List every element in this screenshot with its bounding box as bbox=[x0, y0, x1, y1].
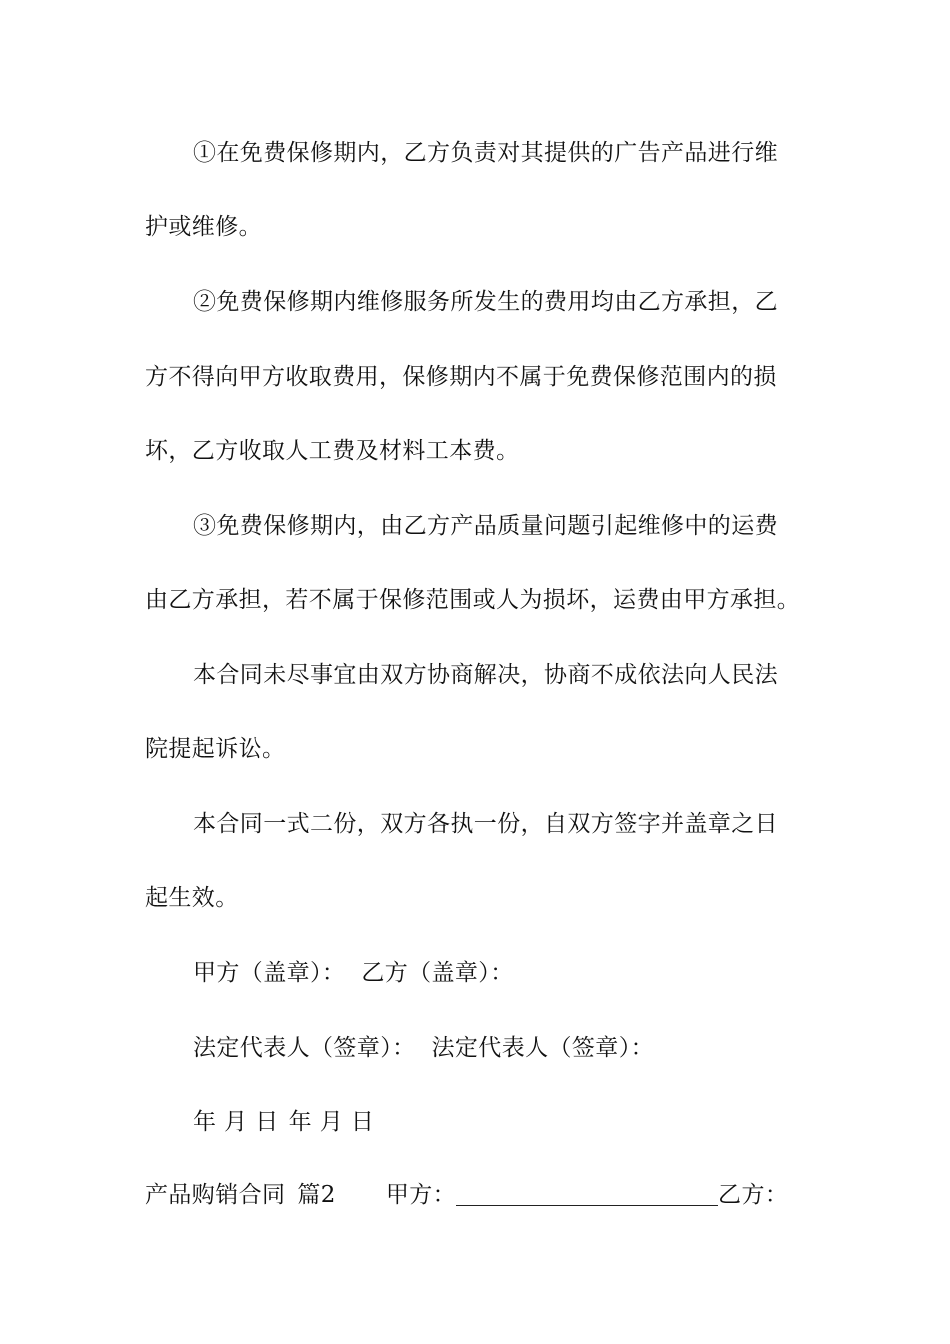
next-contract-header bbox=[145, 1180, 788, 1210]
representative-line bbox=[193, 1033, 853, 1063]
paragraph-2-line-3: 坏，乙方收取人工费及材料工本费。 bbox=[145, 438, 520, 464]
paragraph-3-line-2: 由乙方承担，若不属于保修范围或人为损坏，运费由甲方承担。 bbox=[145, 587, 801, 613]
party-a-date: 年 月 日 bbox=[193, 1109, 279, 1135]
section-label: 篇2 bbox=[297, 1182, 336, 1208]
contract-title: 产品购销合同 bbox=[145, 1182, 286, 1208]
party-a-representative-label: 法定代表人（签章）： bbox=[193, 1035, 416, 1061]
paragraph-5-line-1: 本合同一式二份，双方各执一份，自双方签字并盖章之日 bbox=[193, 811, 778, 837]
paragraph-4-line-1: 本合同未尽事宜由双方协商解决，协商不成依法向人民法 bbox=[193, 662, 778, 688]
paragraph-1-line-2: 护或维修。 bbox=[145, 214, 262, 240]
seal-line bbox=[193, 958, 853, 988]
paragraph-5-line-2: 起生效。 bbox=[145, 885, 239, 911]
date-line bbox=[193, 1107, 853, 1137]
party-b-label: 乙方： bbox=[718, 1182, 789, 1208]
paragraph-3-line-1: ③免费保修期内，由乙方产品质量问题引起维修中的运费 bbox=[193, 513, 778, 539]
paragraph-1-line-1: ①在免费保修期内，乙方负责对其提供的广告产品进行维 bbox=[193, 140, 778, 166]
paragraph-2-line-1: ②免费保修期内维修服务所发生的费用均由乙方承担，乙 bbox=[193, 289, 778, 315]
party-b-seal-label: 乙方（盖章）： bbox=[361, 960, 514, 986]
party-b-representative-label: 法定代表人（签章）： bbox=[431, 1035, 654, 1061]
party-a-label: 甲方： bbox=[385, 1182, 457, 1208]
paragraph-4-line-2: 院提起诉讼。 bbox=[145, 736, 286, 762]
party-b-date: 年 月 日 bbox=[288, 1109, 375, 1135]
paragraph-2-line-2: 方不得向甲方收取费用，保修期内不属于免费保修范围内的损 bbox=[145, 364, 777, 390]
party-a-seal-label: 甲方（盖章）： bbox=[193, 960, 346, 986]
party-a-blank-underline bbox=[456, 1183, 718, 1206]
